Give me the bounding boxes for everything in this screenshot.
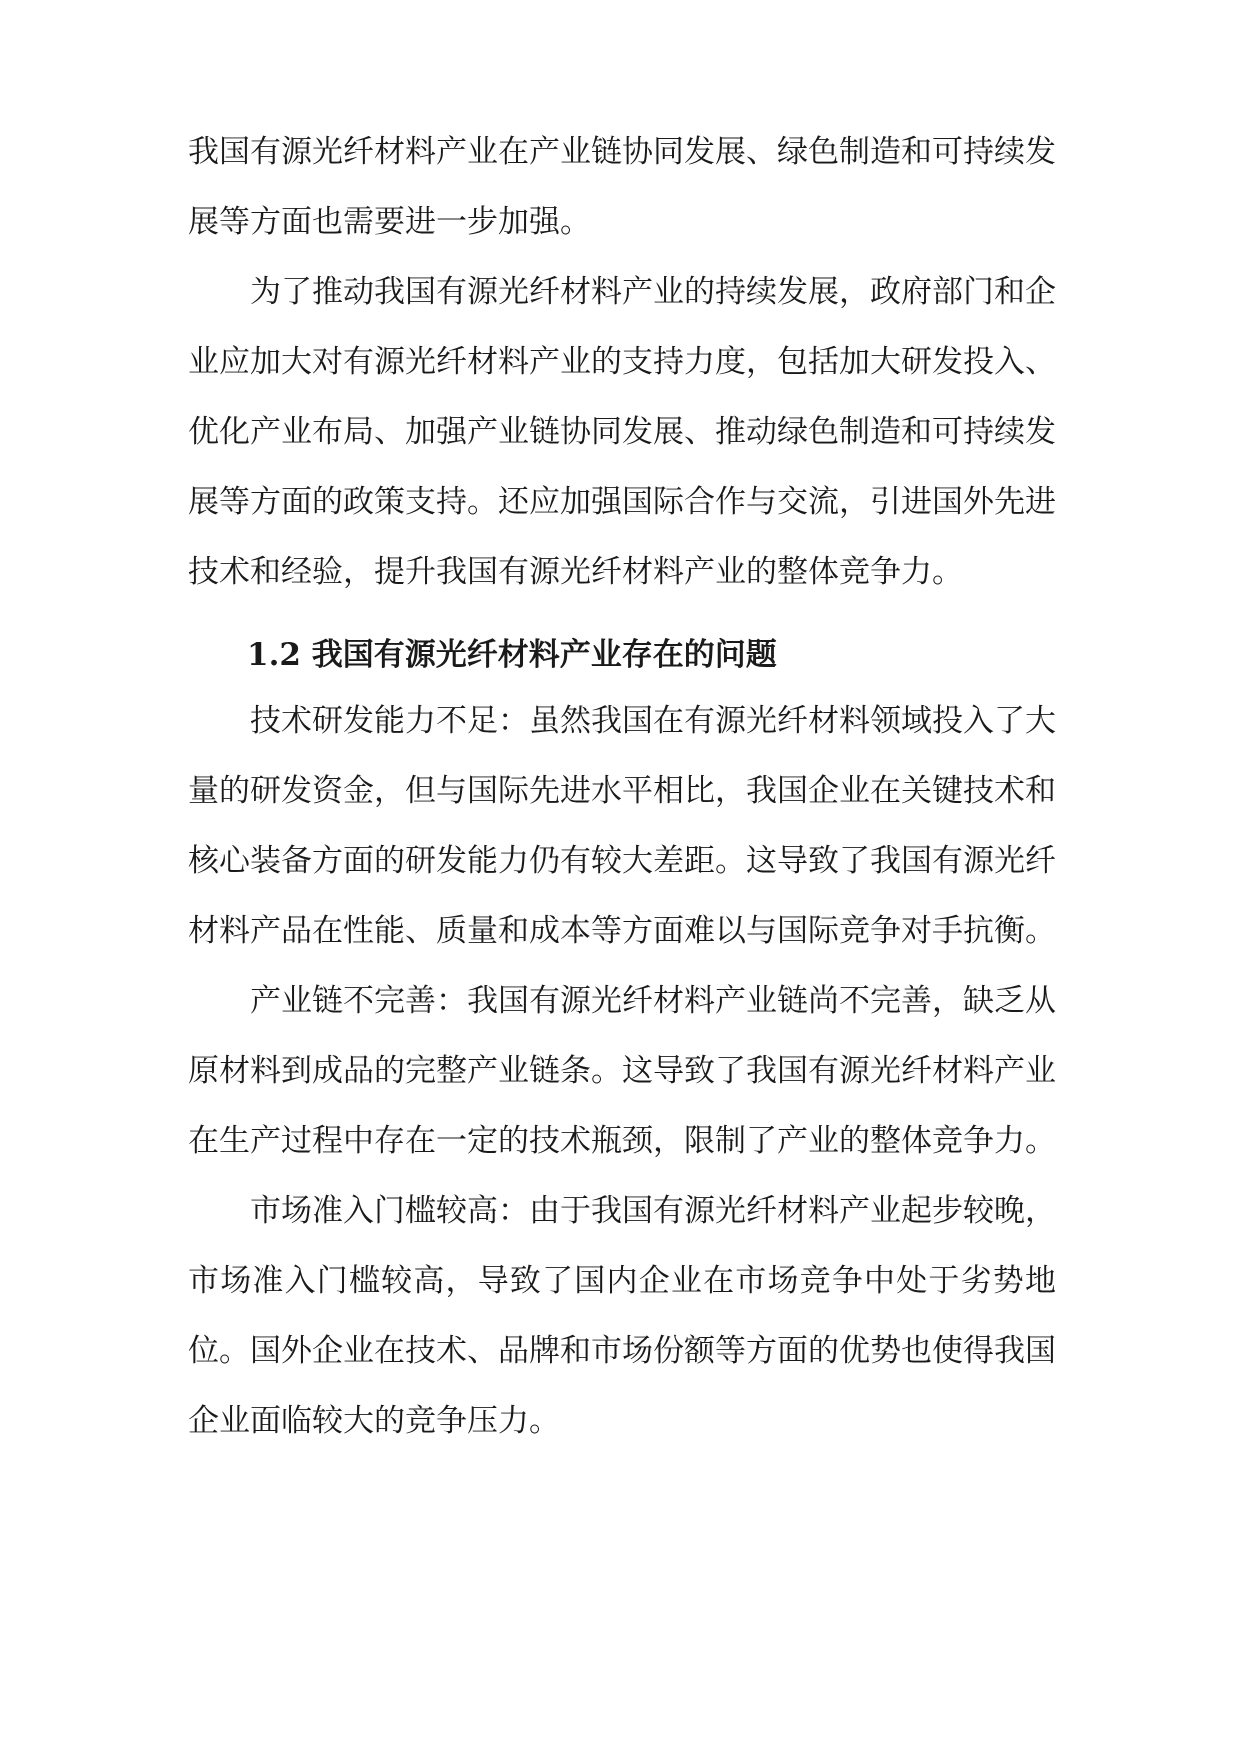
- paragraph-policy-support: 为了推动我国有源光纤材料产业的持续发展，政府部门和企业应加大对有源光纤材料产业的支持力度，包括加大研发投入、优化产业布局、加强产业链协同发展、推动绿色制造和可持续发展等方面的政策支持。还应加强国际合作与交流，引进国外先进技术和经验，提升我国有源光纤材料产业的整体竞争力。: [188, 274, 1056, 590]
- paragraph-market-barrier: 市场准入门槛较高：由于我国有源光纤材料产业起步较晚，市场准入门槛较高，导致了国内企业在市场竞争中处于劣势地位。国外企业在技术、品牌和市场份额等方面的优势也使得我国企业面临较大的竞争压力。: [188, 1193, 1056, 1439]
- paragraph-rd-capability: 技术研发能力不足：虽然我国在有源光纤材料领域投入了大量的研发资金，但与国际先进水平相比，我国企业在关键技术和核心装备方面的研发能力仍有较大差距。这导致了我国有源光纤材料产品在性能、质量和成本等方面难以与国际竞争对手抗衡。: [188, 703, 1056, 949]
- paragraph-industry-chain: 产业链不完善：我国有源光纤材料产业链尚不完善，缺乏从原材料到成品的完整产业链条。这导致了我国有源光纤材料产业在生产过程中存在一定的技术瓶颈，限制了产业的整体竞争力。: [188, 983, 1056, 1159]
- section-heading: 1.2 我国有源光纤材料产业存在的问题: [247, 637, 777, 673]
- paragraph-continuation: 我国有源光纤材料产业在产业链协同发展、绿色制造和可持续发展等方面也需要进一步加强。: [188, 134, 1056, 240]
